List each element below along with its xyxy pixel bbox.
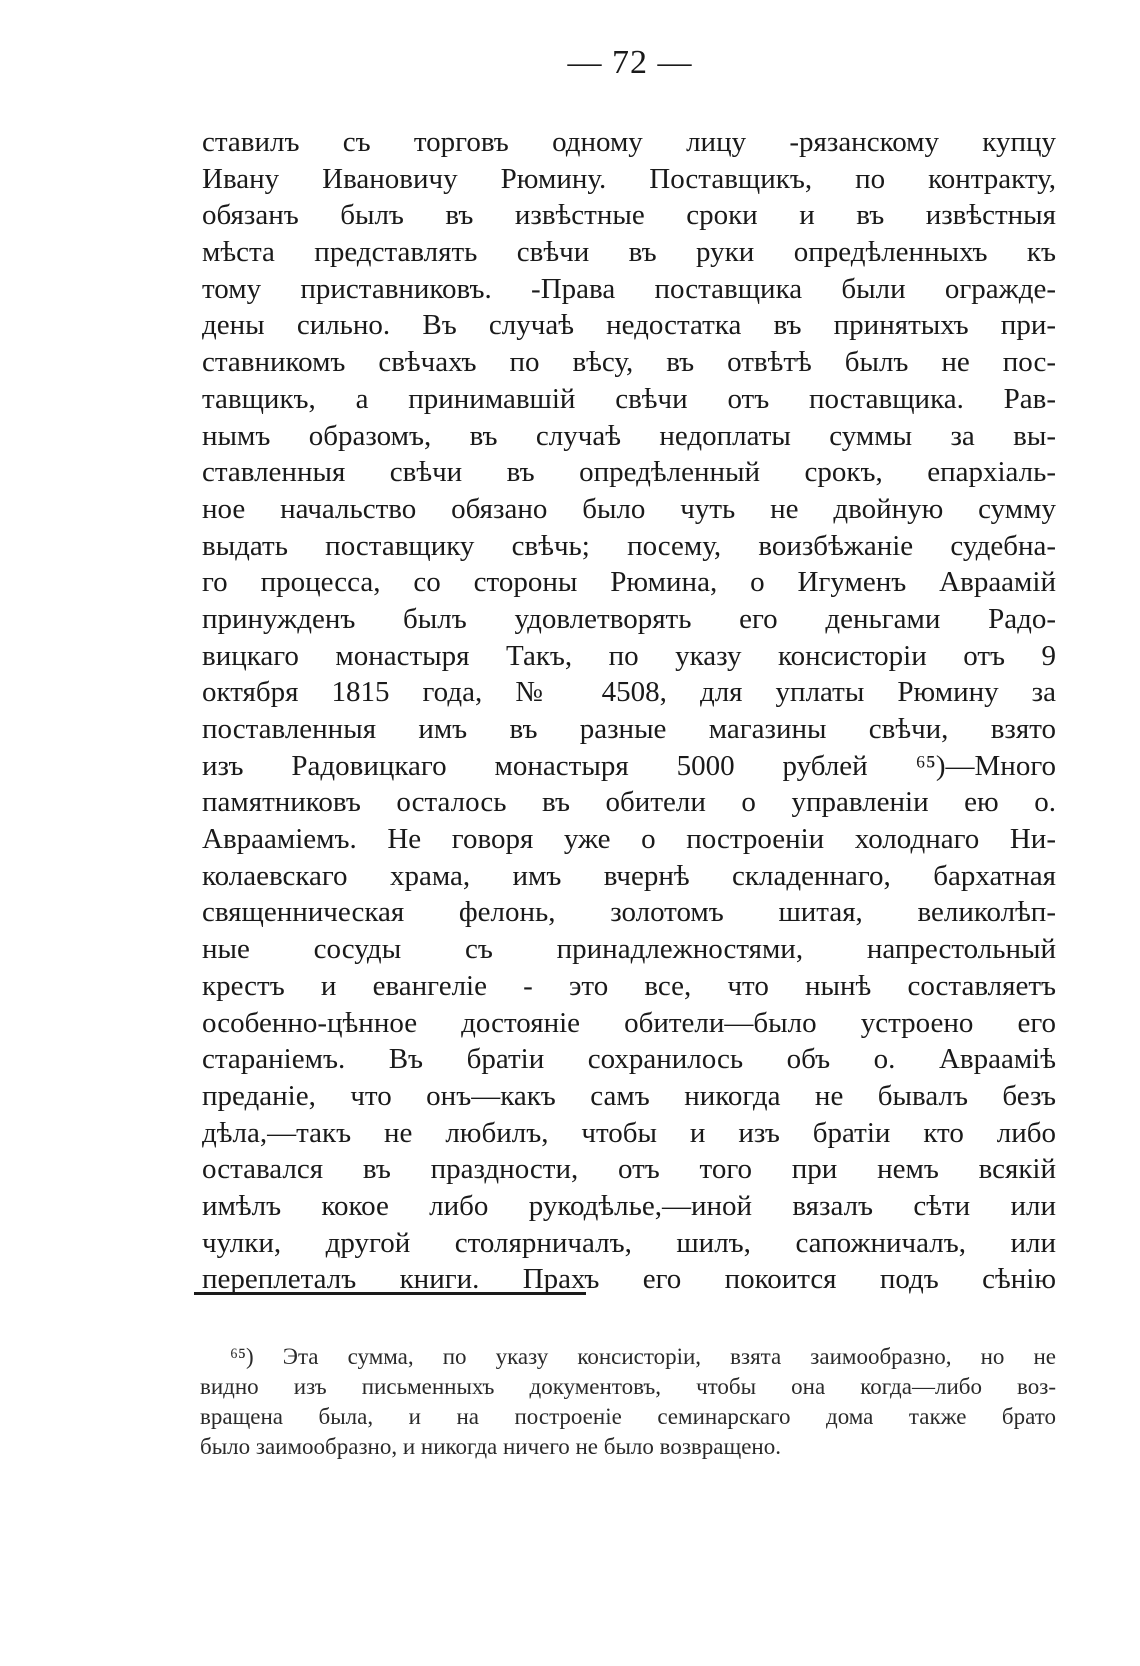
text-line: оставался въ праздности, отъ того при немъ всякій — [202, 1153, 1056, 1186]
text-line: изъ Радовицкаго монастыря 5000 рублей ⁶⁵)—Много — [202, 749, 1056, 782]
text-line: поставленныя имъ въ разные магазины свѣчи, взято — [202, 713, 1056, 745]
text-line: тому приставниковъ. -Права поставщика были огражде- — [202, 272, 1056, 305]
text-line: ставленныя свѣчи въ опредѣленный срокъ, епархіаль- — [202, 456, 1056, 489]
footnote-line: вращена была, и на построеніе семинарскаго дома также брато — [200, 1404, 1056, 1429]
text-line: выдать поставщику свѣчь; посему, воизбѣжаніе судебна- — [202, 529, 1056, 562]
footnote-line: было заимообразно, и никогда ничего не было возвращено. — [200, 1434, 781, 1459]
text-line: ное начальство обязано было чуть не двойную сумму — [202, 492, 1056, 525]
text-line: нымъ образомъ, въ случаѣ недоплаты суммы за вы- — [202, 419, 1056, 452]
footnote-divider — [194, 1292, 586, 1295]
text-line: ные сосуды съ принадлежностями, напрестольный — [202, 933, 1056, 966]
text-line: октября 1815 года, № 4508, для уплаты Рюмину за — [202, 676, 1056, 709]
text-line: колаевскаго храма, имъ вчернѣ складеннаго, бархатная — [202, 859, 1056, 892]
text-line: преданіе, что онъ—какъ самъ никогда не бывалъ безъ — [202, 1079, 1056, 1112]
text-line: ставникомъ свѣчахъ по вѣсу, въ отвѣтѣ былъ не пос- — [202, 346, 1056, 379]
text-line: ставилъ съ торговъ одному лицу -рязанскому купцу — [202, 126, 1056, 158]
text-line: Авраамiемъ. Не говоря уже о построеніи холоднаго Ни- — [202, 823, 1056, 856]
text-line: имѣлъ кокое либо рукодѣлье,—иной вязалъ сѣти или — [202, 1189, 1056, 1222]
footnote-line: видно изъ письменныхъ документовъ, чтобы она когда—либо воз- — [200, 1374, 1056, 1399]
text-line: особенно-цѣнное достояніе обители—было устроено его — [202, 1006, 1056, 1039]
text-line: тавщикъ, а принимавшій свѣчи отъ поставщика. Рав- — [202, 382, 1056, 415]
text-line: принужденъ былъ удовлетворять его деньгами Радо- — [202, 602, 1056, 635]
text-line: священническая фелонь, золотомъ шитая, великолѣп- — [202, 896, 1056, 929]
text-line: крестъ и евангеліе - это все, что нынѣ составляетъ — [202, 969, 1056, 1002]
text-line: Ивану Ивановичу Рюмину. Поставщикъ, по контракту, — [202, 162, 1056, 195]
text-line: обязанъ былъ въ извѣстные сроки и въ извѣстныя — [202, 199, 1056, 232]
text-line: дены сильно. Въ случаѣ недостатка въ принятыхъ при- — [202, 309, 1056, 342]
text-line: вицкаго монастыря Такъ, по указу консисторіи отъ 9 — [202, 639, 1056, 672]
text-line: го процесса, со стороны Рюмина, о Игуменъ Авраамій — [202, 566, 1056, 599]
body-text — [202, 124, 1056, 1298]
text-line: памятниковъ осталось въ обители о управленіи ею о. — [202, 786, 1056, 819]
text-line: стараніемъ. Въ братіи сохранилось объ о. Авраамiѣ — [202, 1043, 1056, 1076]
text-line: переплеталъ книги. Прахъ его покоится подъ сѣнію — [202, 1263, 1056, 1296]
footnote-line: ⁶⁵) Эта сумма, по указу консисторіи, взята заимообразно, но не — [230, 1344, 1056, 1369]
text-line: дѣла,—такъ не любилъ, чтобы и изъ братіи кто либо — [202, 1116, 1056, 1149]
text-line: чулки, другой столярничалъ, шилъ, сапожничалъ, или — [202, 1226, 1056, 1259]
footnote — [200, 1342, 1056, 1462]
text-line: мѣста представлять свѣчи въ руки опредѣленныхъ къ — [202, 236, 1056, 269]
page-number: — 72 — — [567, 44, 693, 81]
